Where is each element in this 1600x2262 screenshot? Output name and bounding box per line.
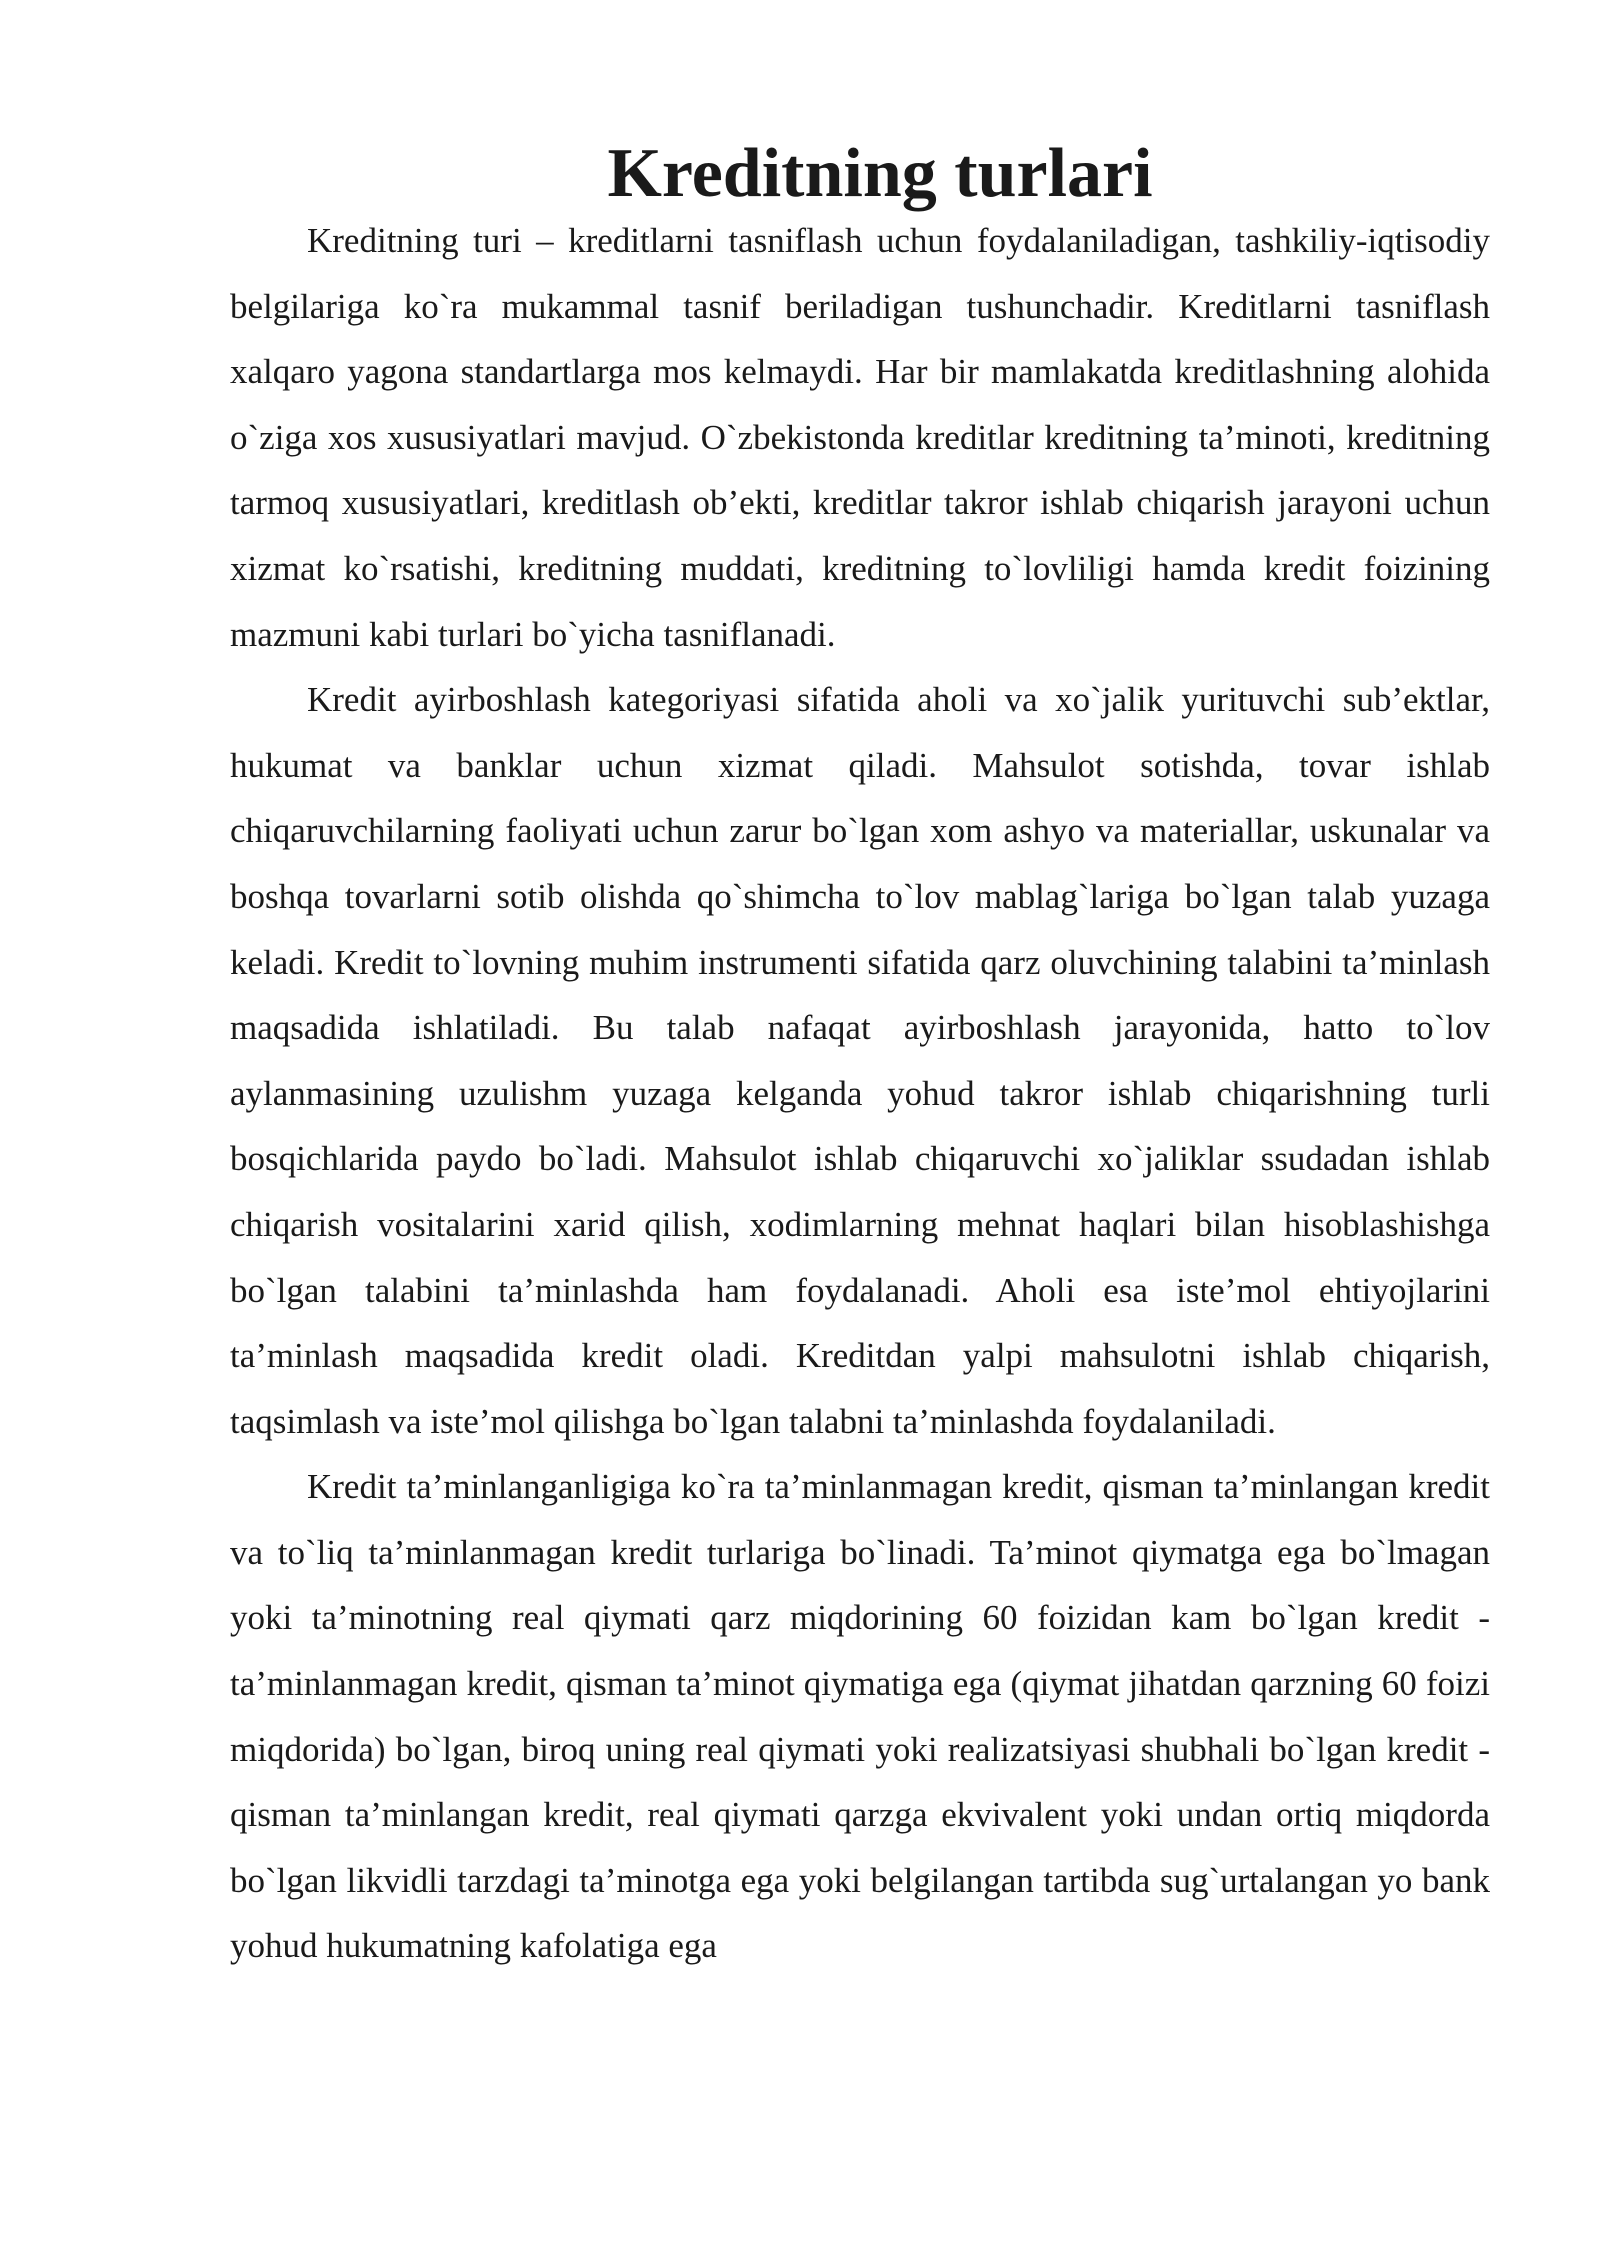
document-title: Kreditning turlari — [607, 135, 1153, 212]
document-page — [230, 135, 1490, 1979]
paragraph-2: Kredit ayirboshlash kategoriyasi sifatida aholi va xo`jalik yurituvchi sub’ektlar, hukumat va banklar uchun xizmat qiladi. Mahsulot sotishda, tovar ishlab chiqaruvchilarning faoliyati uchun zarur bo`lgan xom ashyo va materiallar, uskunalar va boshqa tovarlarni sotib olishda qo`shimcha to`lov mablag`lariga bo`lgan talab yuzaga keladi. Kredit to`lovning muhim instrumenti sifatida qarz oluvchining talabini ta’minlash maqsadida ishlatiladi. Bu talab nafaqat ayirboshlash jarayonida, hatto to`lov aylanmasining uzulishm yuzaga kelganda yohud takror ishlab chiqarishning turli bosqichlarida paydo bo`ladi. Mahsulot ishlab chiqaruvchi xo`jaliklar ssudadan ishlab chiqarish vositalarini xarid qilish, xodimlarning mehnat haqlari bilan hisoblashishga bo`lgan talabini ta’minlashda ham foydalanadi. Aholi esa iste’mol ehtiyojlarini ta’minlash maqsadida kredit oladi. Kreditdan yalpi mahsulotni ishlab chiqarish, taqsimlash va iste’mol qilishga bo`lgan talabni ta’minlashda foydalaniladi. — [230, 680, 1490, 1441]
paragraph-1: Kreditning turi – kreditlarni tasniflash uchun foydalaniladigan, tashkiliy-iqtisodiy belgilariga ko`ra mukammal tasnif beriladigan tushunchadir. Kreditlarni tasniflash xalqaro yagona standartlarga mos kelmaydi. Har bir mamlakatda kreditlashning alohida o`ziga xos xususiyatlari mavjud. O`zbekistonda kreditlar kreditning ta’minoti, kreditning tarmoq xususiyatlari, kreditlash ob’ekti, kreditlar takror ishlab chiqarish jarayoni uchun xizmat ko`rsatishi, kreditning muddati, kreditning to`lovliligi hamda kredit foizining mazmuni kabi turlari bo`yicha tasniflanadi. — [230, 221, 1490, 654]
paragraph-3: Kredit ta’minlanganligiga ko`ra ta’minlanmagan kredit, qisman ta’minlangan kredit va to`liq ta’minlanmagan kredit turlariga bo`linadi. Ta’minot qiymatga ega bo`lmagan yoki ta’minotning real qiymati qarz miqdorining 60 foizidan kam bo`lgan kredit - ta’minlanmagan kredit, qisman ta’minot qiymatiga ega (qiymat jihatdan qarzning 60 foizi miqdorida) bo`lgan, biroq uning real qiymati yoki realizatsiyasi shubhali bo`lgan kredit - qisman ta’minlangan kredit, real qiymati qarzga ekvivalent yoki undan ortiq miqdorda bo`lgan likvidli tarzdagi ta’minotga ega yoki belgilangan tartibda sug`urtalangan yo bank yohud hukumatning kafolatiga ega — [230, 1467, 1490, 1966]
